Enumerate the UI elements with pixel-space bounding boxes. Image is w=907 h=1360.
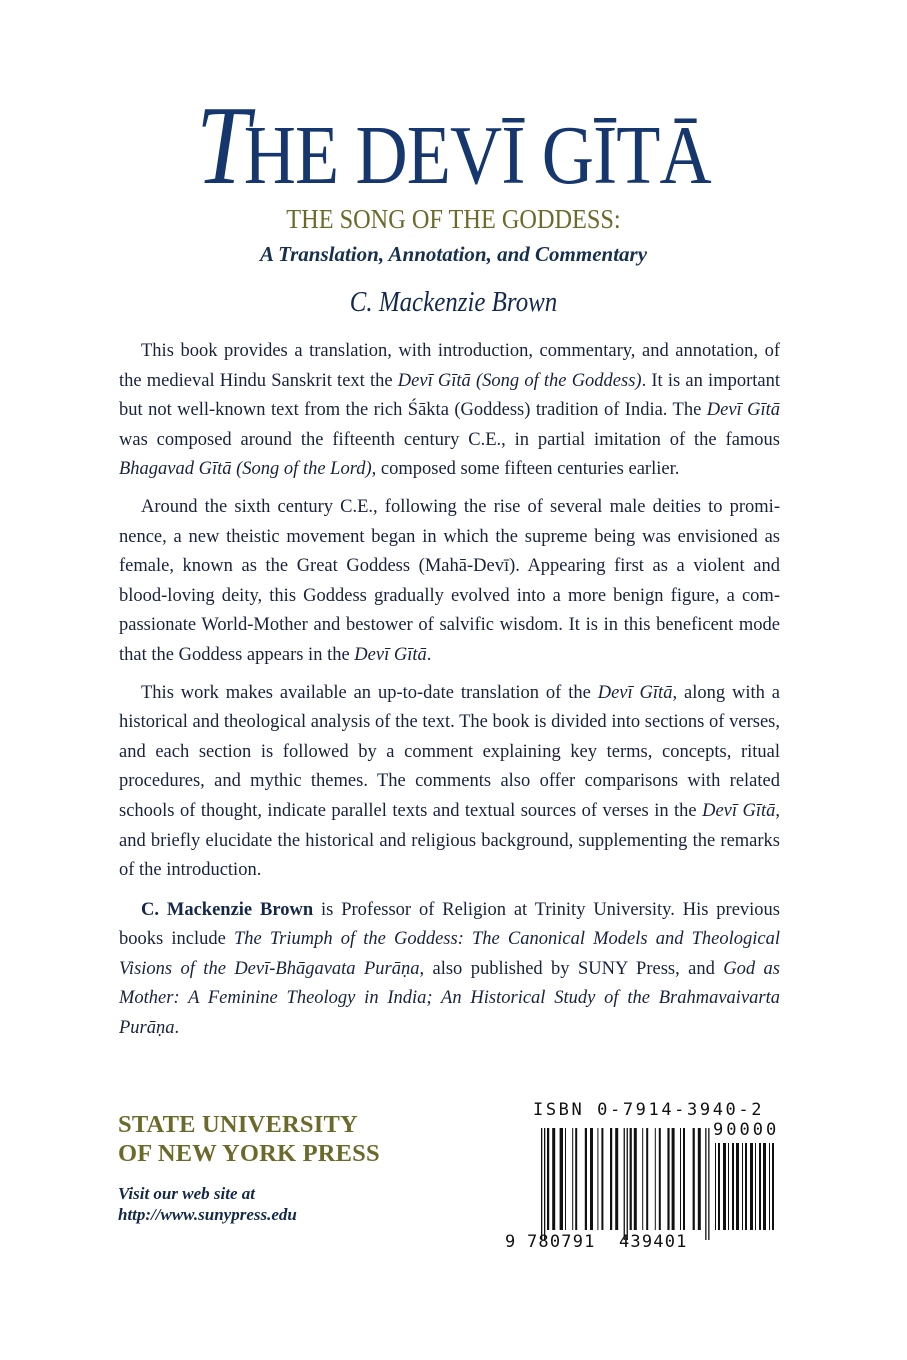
barcode-bar: [575, 1128, 577, 1230]
barcode-bar: [672, 1128, 675, 1230]
barcode-bar: [601, 1128, 603, 1230]
addon-bar: [732, 1143, 734, 1230]
publisher-name-line-1: STATE UNIVERSITY: [118, 1111, 358, 1138]
barcode-bar: [610, 1128, 612, 1230]
book-subtitle-description: A Translation, Annotation, and Commentary: [259, 242, 648, 266]
text-run: , along with a historical and theological analysis of the text. The book is divided into sections of verses, and each section is followed by a comment explaining key terms, concepts, ritual procedures, and mythic themes. The comments also offer comparisons with related schools of thought, indicate parallel texts and textual sources of verses in the: [119, 682, 781, 821]
barcode-bar: [552, 1128, 555, 1230]
guard-bar: [624, 1128, 625, 1240]
text-run: This work makes available an up-to-date translation of the: [141, 682, 598, 703]
addon-bar: [723, 1143, 726, 1230]
ean-left-digits: 780791: [527, 1232, 596, 1252]
book-title: [63, 84, 843, 208]
barcode-bar: [590, 1128, 593, 1230]
barcode-bar: [597, 1128, 598, 1230]
italic-title: Devī Gītā: [706, 400, 781, 421]
text-run: This book provides a translation, with introduction, commentary, and annotation, of the medieval Hindu Sanskrit text the: [119, 341, 780, 391]
italic-title: Devī Gītā: [702, 800, 776, 821]
italic-title: Devī Gītā (Song of the Goddess): [397, 370, 642, 391]
ean-first-digit: 9: [505, 1232, 516, 1252]
addon-bar: [718, 1143, 720, 1230]
italic-title: The Triumph of the Goddess: The Canonical Models and Theological Visions of the Devī-Bhāgavata Purāṇa: [119, 929, 781, 979]
barcode-bar: [565, 1128, 566, 1230]
text-run: , composed some fifteen centuries earlier.: [371, 459, 680, 480]
guard-bar: [541, 1128, 542, 1240]
description-paragraph: [119, 337, 780, 485]
barcode-bar: [667, 1128, 669, 1230]
addon-bar: [750, 1143, 753, 1230]
text-run: , also published by SUNY Press, and: [419, 958, 724, 979]
barcode-bar: [659, 1128, 661, 1230]
text-run: Around the sixth century C.E., following the rise of several male deities to prominence, a new theistic movement began in which the supreme being was envisioned as female, known as the Great Goddess (Mahā-Devī). Appearing first as a violent and blood-loving deity, this Goddess gradually evolved into a more benign figure, a compassionate World-Mother and bestower of salvific wisdom. It is in this beneficent mode that the Goddess appears in the: [119, 496, 780, 665]
addon-barcode-bars: [715, 1143, 774, 1230]
publisher-name: [118, 1110, 380, 1168]
barcode-bar: [560, 1128, 563, 1230]
text-run: .: [426, 644, 432, 665]
addon-bar: [728, 1143, 729, 1230]
barcode-bar: [585, 1128, 587, 1230]
guard-bar: [708, 1128, 709, 1240]
isbn-label: ISBN 0-7914-3940-2: [533, 1100, 765, 1120]
barcode-bar: [646, 1128, 648, 1230]
title-rest: HE DEVĪ GĪTĀ: [243, 109, 711, 202]
bold-name: C. Mackenzie Brown: [141, 899, 314, 920]
addon-bar: [772, 1143, 774, 1230]
ean-right-digits: 439401: [619, 1232, 688, 1252]
guard-bar: [627, 1128, 628, 1240]
barcode-bar: [547, 1128, 549, 1230]
text-run: , and briefly elucidate the historical and religious background, supplementing the remarks of the introduction.: [119, 800, 781, 881]
barcode-bar: [634, 1128, 637, 1230]
website-url[interactable]: http://www.sunypress.edu: [118, 1205, 297, 1224]
addon-bar: [742, 1143, 743, 1230]
isbn-barcode: [505, 1098, 795, 1258]
book-author: C. Mackenzie Brown: [349, 286, 558, 318]
publisher-name-line-2: OF NEW YORK PRESS: [118, 1140, 380, 1167]
addon-bar: [715, 1143, 716, 1230]
barcode-bar: [572, 1128, 573, 1230]
publisher-website: [118, 1183, 297, 1225]
book-subtitle: THE SONG OF THE GODDESS:: [286, 204, 621, 234]
description-body: [119, 337, 780, 1052]
addon-bar: [763, 1143, 766, 1230]
barcode-bar: [615, 1128, 618, 1230]
addon-bar: [759, 1143, 761, 1230]
description-paragraph: [119, 493, 780, 671]
guard-bar: [544, 1128, 545, 1240]
italic-title: Devī Gītā: [354, 644, 427, 665]
italic-title: Bhagavad Gītā (Song of the Lord): [119, 459, 372, 480]
addon-bar: [736, 1143, 739, 1230]
price-addon-number: 90000: [713, 1120, 780, 1140]
barcode-bar: [693, 1128, 695, 1230]
barcode-bar: [630, 1128, 632, 1230]
website-intro: Visit our web site at: [118, 1184, 255, 1203]
barcode-bar: [642, 1128, 643, 1230]
addon-bar: [755, 1143, 756, 1230]
barcode-bar: [680, 1128, 681, 1230]
ean-barcode-bars: [541, 1128, 710, 1240]
addon-bar: [769, 1143, 770, 1230]
text-run: was composed around the fifteenth century C.E., in partial imitation of the famous: [119, 429, 780, 450]
italic-title: Devī Gītā: [597, 682, 673, 703]
title-initial: T: [196, 84, 249, 208]
barcode-bar: [683, 1128, 685, 1230]
guard-bar: [705, 1128, 706, 1240]
author-bio: [119, 896, 780, 1044]
text-run: . It is an important but not well-known text from the rich Śākta (Goddess) tradition of India. The: [119, 370, 780, 421]
description-paragraph: [119, 679, 780, 886]
text-run: is Professor of Religion at Trinity University. His previous books include: [119, 899, 780, 950]
barcode-bar: [655, 1128, 656, 1230]
text-run: .: [174, 1018, 180, 1039]
barcode-bar: [698, 1128, 701, 1230]
addon-bar: [745, 1143, 747, 1230]
italic-title: God as Mother: A Feminine Theology in India; An Historical Study of the Brahmavaivarta Purāṇa: [119, 958, 780, 1039]
